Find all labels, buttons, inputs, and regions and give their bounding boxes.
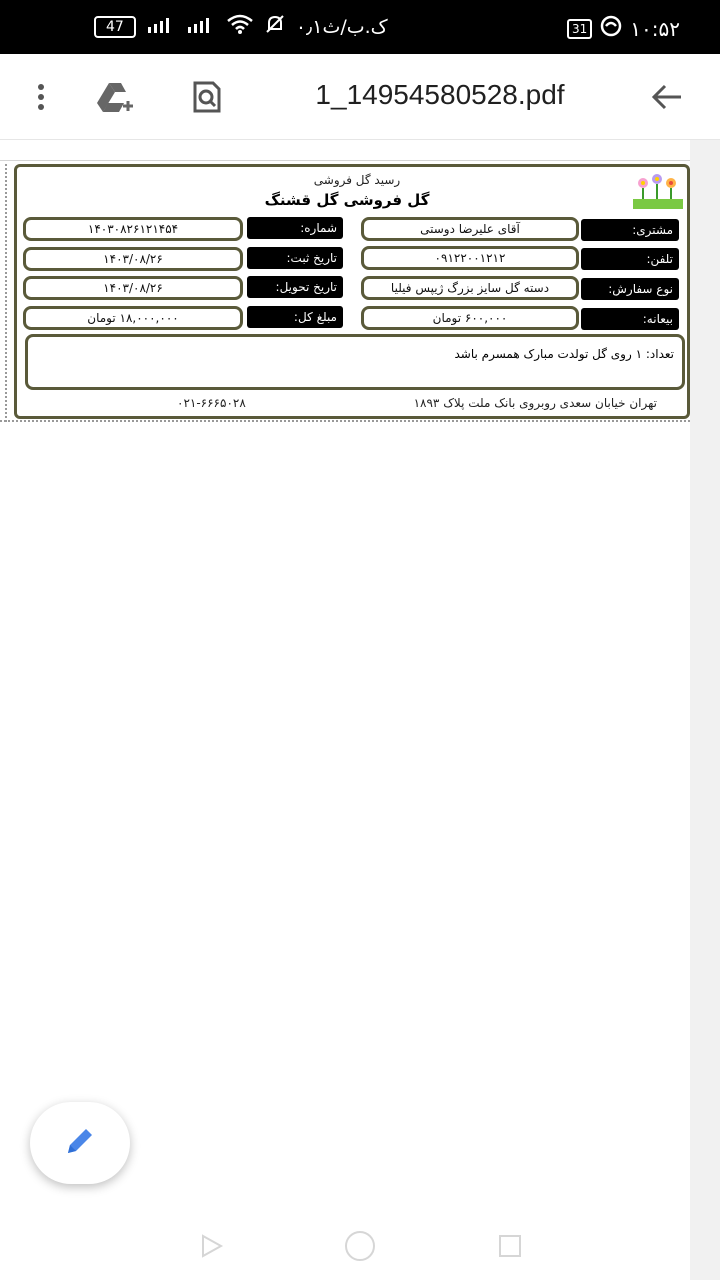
deposit-label: بیعانه: (581, 308, 679, 330)
customer-label: مشتری: (581, 219, 679, 241)
registration-date-value: ۱۴۰۳/۰۸/۲۶ (23, 247, 243, 271)
scroll-track[interactable] (690, 140, 720, 1280)
app-notification-icon (600, 15, 622, 42)
number-value: ۱۴۰۳۰۸۲۶۱۲۱۴۵۴ (23, 217, 243, 241)
deposit-value: ۶۰۰,۰۰۰ تومان (361, 306, 579, 330)
registration-date-label: تاریخ ثبت: (247, 247, 343, 269)
pencil-icon (62, 1123, 98, 1163)
data-speed: ۰٫۱ک.ب/ث (295, 15, 388, 38)
receipt-subtitle: رسید گل فروشی (313, 173, 401, 187)
customer-value: آقای علیرضا دوستی (361, 217, 579, 241)
file-name-title: 1_14954580528.pdf (315, 79, 565, 110)
page-edge (5, 164, 7, 422)
battery-icon: 47 (94, 16, 136, 38)
calendar-icon: 31 (567, 19, 592, 39)
more-options-icon[interactable] (20, 76, 62, 118)
back-arrow-icon[interactable] (646, 76, 688, 118)
signal-icon-2 (186, 15, 216, 38)
system-nav-bar (0, 1212, 720, 1280)
edit-button[interactable] (30, 1102, 130, 1184)
number-label: شماره: (247, 217, 343, 239)
home-nav-icon[interactable] (343, 1229, 377, 1263)
total-value: ۱۸,۰۰۰,۰۰۰ تومان (23, 306, 243, 330)
delivery-date-value: ۱۴۰۳/۰۸/۲۶ (23, 276, 243, 300)
back-nav-icon[interactable] (198, 1232, 226, 1260)
signal-icon (146, 15, 176, 38)
shop-address: تهران خیابان سعدی روبروی بانک ملت پلاک ۱۸۹۳ (413, 396, 657, 410)
notes-box: تعداد: ۱ روی گل تولدت مبارک همسرم باشد (25, 334, 685, 390)
flower-logo-icon (633, 169, 683, 209)
mute-icon (264, 13, 286, 40)
shop-phone: ۰۲۱-۶۶۶۵۰۲۸ (177, 396, 246, 410)
toolbar (0, 54, 720, 140)
phone-value: ۰۹۱۲۲۰۰۱۲۱۲ (361, 246, 579, 270)
wifi-icon (226, 14, 254, 39)
receipt-title: گل فروشی گل قشنگ (264, 191, 430, 209)
status-right (567, 15, 680, 42)
delivery-date-label: تاریخ تحویل: (247, 276, 343, 298)
recents-nav-icon[interactable] (496, 1232, 524, 1260)
phone-label: تلفن: (581, 248, 679, 270)
find-in-document-icon[interactable] (186, 76, 228, 118)
status-left (94, 13, 388, 40)
add-to-drive-icon[interactable] (96, 76, 138, 118)
total-label: مبلغ کل: (247, 306, 343, 328)
receipt (14, 164, 690, 419)
order-type-value: دسته گل سایز بزرگ ژیپس فیلیا (361, 276, 579, 300)
order-type-label: نوع سفارش: (581, 278, 679, 300)
clock: ۱۰:۵۲ (630, 16, 680, 41)
status-bar (0, 0, 720, 54)
